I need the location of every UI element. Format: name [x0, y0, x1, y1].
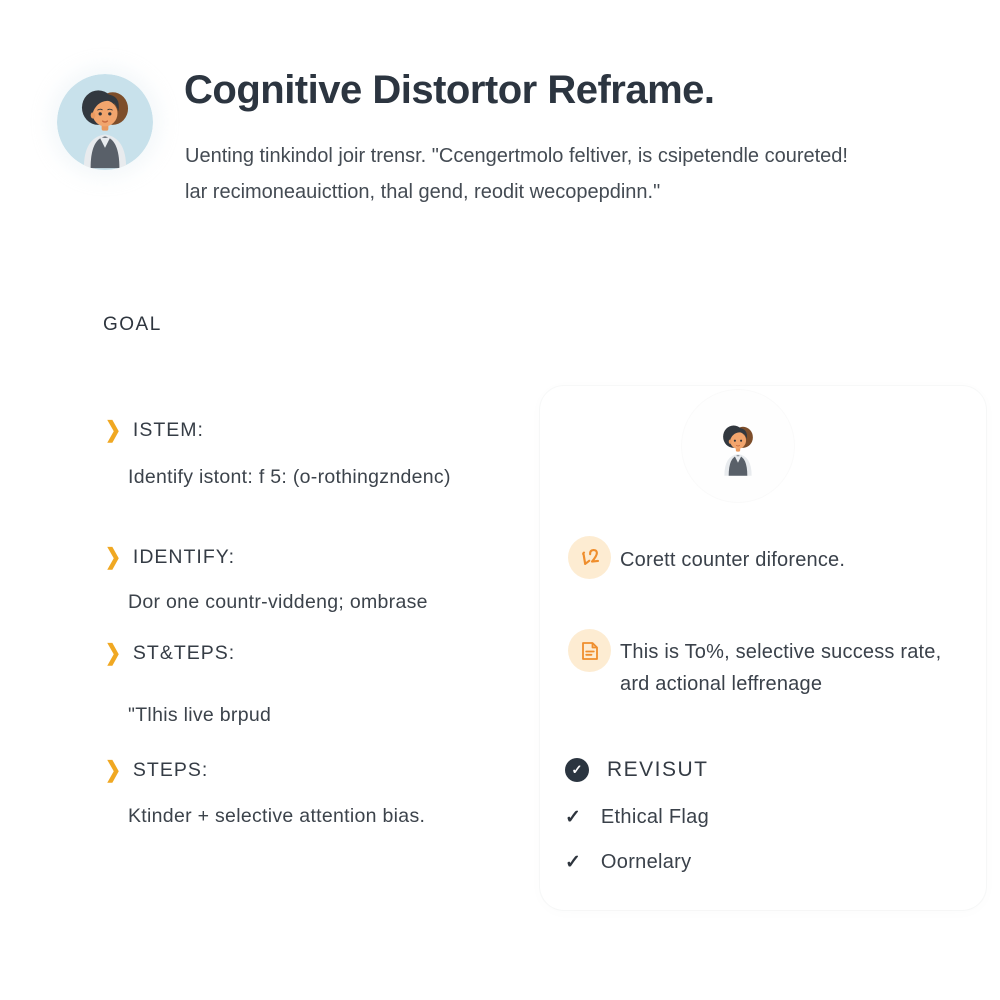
woman-avatar-small-circle — [682, 390, 794, 502]
chevron-right-icon: ❯ — [105, 758, 121, 783]
list-item-description: Ktinder + selective attention bias. — [128, 805, 426, 827]
document-icon — [578, 639, 602, 663]
list-item-label: IDENTIFY: — [132, 546, 236, 568]
page-title: Cognitive Distortor Reframe. — [184, 68, 715, 112]
list-item-identify — [105, 546, 235, 569]
list-item-description: "Tlhis live brpud — [128, 704, 272, 726]
feature-icon-circle — [568, 629, 611, 672]
woman-avatar-small — [707, 415, 769, 477]
chevron-right-icon: ❯ — [105, 641, 121, 666]
feature-text-line-1: This is To%, selective success rate, — [620, 641, 942, 663]
check-glyph: ✓ — [571, 762, 583, 777]
chevron-right-icon: ❯ — [105, 545, 121, 570]
subtitle-line-1: Uenting tinkindol joir trensr. "Ccengertmolo feltiver, is csipetendle coureted! — [185, 145, 848, 167]
list-item-label: ISTEM: — [132, 419, 204, 441]
filled-check-circle-icon — [565, 758, 589, 782]
feature-text — [620, 636, 941, 700]
list-item-description: Identify istont: f 5: (o-rothingzndenc) — [128, 466, 451, 488]
feature-text-line-2: ard actional leffrenage — [620, 673, 823, 695]
chevron-right-icon: ❯ — [105, 418, 121, 443]
checklist-item — [565, 806, 709, 829]
woman-avatar-large — [57, 74, 153, 170]
list-item-istem — [105, 419, 204, 442]
scribble-12-icon — [575, 543, 604, 572]
check-icon: ✓ — [565, 852, 581, 873]
goal-heading: GOAL — [103, 314, 162, 335]
list-item-label: ST&TEPS: — [132, 642, 236, 664]
checklist-item — [565, 851, 691, 874]
feature-text: Corett counter diforence. — [620, 549, 846, 571]
feature-icon-circle — [568, 536, 611, 579]
list-item-ststeps — [105, 642, 235, 665]
checklist-item-label: Ethical Flag — [600, 806, 710, 828]
subtitle-line-2: lar recimoneauicttion, thal gend, reodit wecopepdinn." — [185, 181, 661, 203]
checklist-item-label: Oornelary — [600, 851, 692, 873]
check-icon: ✓ — [565, 807, 581, 828]
checklist-header: REVISUT — [607, 758, 709, 781]
checklist-header-row — [565, 758, 709, 782]
list-item-steps — [105, 759, 208, 782]
list-item-label: STEPS: — [132, 759, 209, 781]
list-item-description: Dor one countr-viddeng; ombrase — [128, 591, 428, 613]
page-subtitle — [185, 138, 848, 210]
